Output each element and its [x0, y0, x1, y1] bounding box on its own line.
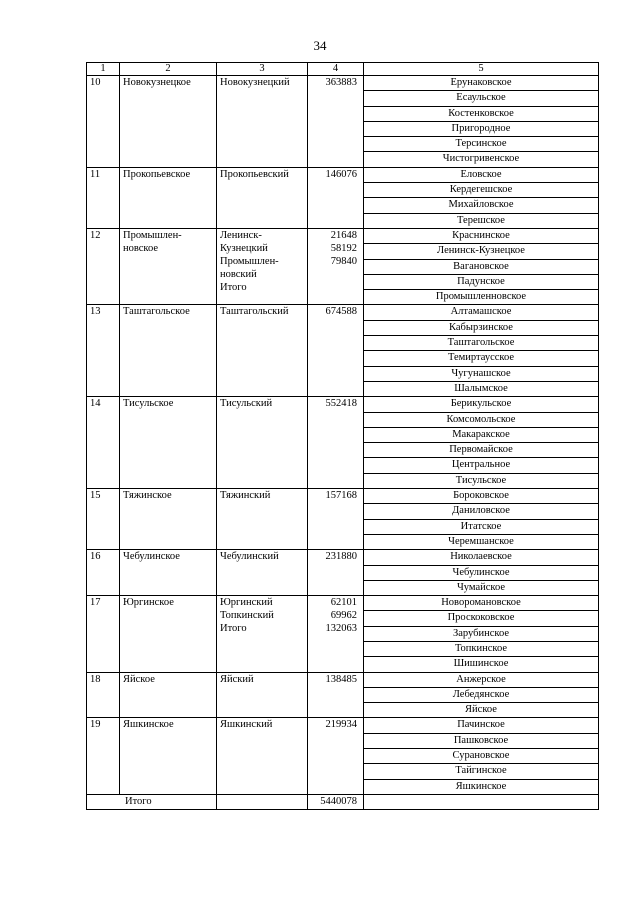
- population-value: 231880: [325, 551, 357, 563]
- total-value: 5440078: [308, 794, 364, 809]
- municipality-name: Промышлен-новский: [220, 255, 279, 280]
- district-name: Новокузнецкое: [120, 76, 217, 168]
- district-name: Тяжинское: [120, 489, 217, 550]
- settlement-name: Падунское: [364, 274, 599, 289]
- population-cell: [308, 550, 364, 596]
- settlement-name: Вагановское: [364, 259, 599, 274]
- row-number: 10: [87, 76, 120, 168]
- table-row: [87, 228, 599, 243]
- population-cell: [308, 305, 364, 397]
- population-cell: [308, 489, 364, 550]
- municipality-cell: [217, 489, 308, 550]
- total-label: Итого: [87, 794, 217, 809]
- settlement-name: Михайловское: [364, 198, 599, 213]
- settlement-name: Сурановское: [364, 749, 599, 764]
- municipality-name: Прокопьевский: [220, 168, 289, 180]
- settlement-name: Краснинское: [364, 228, 599, 243]
- settlement-name: Пачинское: [364, 718, 599, 733]
- header-cell: 1: [87, 63, 120, 76]
- row-number: 16: [87, 550, 120, 596]
- table-row: [87, 718, 599, 733]
- settlement-name: Лебедянское: [364, 687, 599, 702]
- municipality-cell: [217, 76, 308, 168]
- municipality-name: Таштагольский: [220, 306, 289, 318]
- settlement-name: Первомайское: [364, 443, 599, 458]
- settlement-name: Итатское: [364, 519, 599, 534]
- total-row: [87, 794, 599, 809]
- settlement-name: Таштагольское: [364, 336, 599, 351]
- population-value: 69962: [330, 610, 357, 622]
- municipality-cell: [217, 596, 308, 672]
- municipality-cell: [217, 550, 308, 596]
- municipality-name: Итого: [220, 623, 247, 635]
- settlement-name: Чугунашское: [364, 366, 599, 381]
- settlement-name: Алтамашское: [364, 305, 599, 320]
- municipality-name: Топкинский: [220, 610, 274, 622]
- table-row: [87, 672, 599, 687]
- settlement-name: Проскоковское: [364, 611, 599, 626]
- population-cell: [308, 672, 364, 718]
- settlement-name: Анжерское: [364, 672, 599, 687]
- settlement-name: Тайгинское: [364, 764, 599, 779]
- population-value: 157168: [325, 490, 357, 502]
- district-name: Промышлен-новское: [120, 228, 217, 304]
- population-cell: [308, 397, 364, 489]
- municipality-cell: [217, 228, 308, 304]
- district-name: Таштагольское: [120, 305, 217, 397]
- row-number: 15: [87, 489, 120, 550]
- header-cell: 2: [120, 63, 217, 76]
- settlement-name: Даниловское: [364, 504, 599, 519]
- population-value: 363883: [325, 77, 357, 88]
- municipality-name: Юргинский: [220, 597, 273, 609]
- settlement-name: Бороковское: [364, 489, 599, 504]
- table-row: [87, 489, 599, 504]
- table-row: [87, 397, 599, 412]
- population-value: 674588: [325, 306, 357, 318]
- settlement-name: Терсинское: [364, 137, 599, 152]
- row-number: 12: [87, 228, 120, 304]
- municipality-name: Тяжинский: [220, 490, 271, 502]
- population-cell: [308, 228, 364, 304]
- population-cell: [308, 76, 364, 168]
- settlement-name: Топкинское: [364, 641, 599, 656]
- municipality-cell: [217, 672, 308, 718]
- settlement-name: Чебулинское: [364, 565, 599, 580]
- municipality-name: Новокузнецкий: [220, 77, 290, 88]
- settlement-name: Ленинск-Кузнецкое: [364, 244, 599, 259]
- municipality-name: Тисульский: [220, 398, 273, 410]
- settlement-name: Ерунаковское: [364, 76, 599, 91]
- row-number: 17: [87, 596, 120, 672]
- table-row: [87, 76, 599, 91]
- settlement-name: Зарубинское: [364, 626, 599, 641]
- row-number: 18: [87, 672, 120, 718]
- row-number: 13: [87, 305, 120, 397]
- row-number: 14: [87, 397, 120, 489]
- district-name: Тисульское: [120, 397, 217, 489]
- settlement-name: Чистогривенское: [364, 152, 599, 167]
- population-value: 146076: [325, 168, 357, 180]
- district-name: Прокопьевское: [120, 167, 217, 228]
- population-value: 79840: [330, 255, 357, 267]
- page-number: 34: [313, 38, 327, 53]
- population-value: 138485: [325, 673, 357, 685]
- population-cell: [308, 596, 364, 672]
- settlement-name: Кабырзинское: [364, 320, 599, 335]
- settlement-name: Шалымское: [364, 381, 599, 396]
- settlement-name: Есаульское: [364, 91, 599, 106]
- district-name: Чебулинское: [120, 550, 217, 596]
- header-cell: 4: [308, 63, 364, 76]
- settlement-name: Промышленновское: [364, 290, 599, 305]
- settlement-name: Центральное: [364, 458, 599, 473]
- population-value: 21648: [330, 229, 357, 241]
- settlement-name: Шишинское: [364, 657, 599, 672]
- municipality-name: Яйский: [220, 673, 254, 685]
- municipality-name: Итого: [220, 281, 247, 293]
- settlement-name: Кердегешское: [364, 183, 599, 198]
- district-name: Яйское: [120, 672, 217, 718]
- table-row: [87, 167, 599, 182]
- row-number: 11: [87, 167, 120, 228]
- settlement-name: Тисульское: [364, 473, 599, 488]
- empty-cell: [217, 794, 308, 809]
- municipality-name: Яшкинский: [220, 719, 273, 731]
- settlement-name: Терешское: [364, 213, 599, 228]
- settlement-name: Темиртаусское: [364, 351, 599, 366]
- settlement-name: Еловское: [364, 167, 599, 182]
- population-value: 62101: [330, 597, 357, 609]
- population-value: 219934: [325, 719, 357, 731]
- population-value: 132063: [325, 623, 357, 635]
- row-number: 19: [87, 718, 120, 794]
- settlement-name: Черемшанское: [364, 534, 599, 549]
- settlement-name: Пригородное: [364, 121, 599, 136]
- municipality-name: Чебулинский: [220, 551, 279, 563]
- settlement-name: Пашковское: [364, 733, 599, 748]
- district-name: Яшкинское: [120, 718, 217, 794]
- municipality-cell: [217, 305, 308, 397]
- header-cell: 5: [364, 63, 599, 76]
- settlement-name: Яшкинское: [364, 779, 599, 794]
- population-cell: [308, 718, 364, 794]
- table-row: [87, 596, 599, 611]
- settlement-name: Николаевское: [364, 550, 599, 565]
- settlements-table: [86, 62, 599, 810]
- municipality-cell: [217, 397, 308, 489]
- header-row: [87, 63, 599, 76]
- table-row: [87, 550, 599, 565]
- settlement-name: Берикульское: [364, 397, 599, 412]
- settlement-name: Костенковское: [364, 106, 599, 121]
- settlement-name: Чумайское: [364, 580, 599, 595]
- settlement-name: Новоромановское: [364, 596, 599, 611]
- settlement-name: Макаракское: [364, 427, 599, 442]
- header-cell: 3: [217, 63, 308, 76]
- population-value: 58192: [330, 242, 357, 254]
- municipality-cell: [217, 167, 308, 228]
- settlement-name: Комсомольское: [364, 412, 599, 427]
- district-name: Юргинское: [120, 596, 217, 672]
- population-value: 552418: [325, 398, 357, 410]
- empty-cell: [364, 794, 599, 809]
- table-row: [87, 305, 599, 320]
- municipality-cell: [217, 718, 308, 794]
- population-cell: [308, 167, 364, 228]
- settlement-name: Яйское: [364, 703, 599, 718]
- municipality-name: Ленинск-Кузнецкий: [220, 229, 268, 254]
